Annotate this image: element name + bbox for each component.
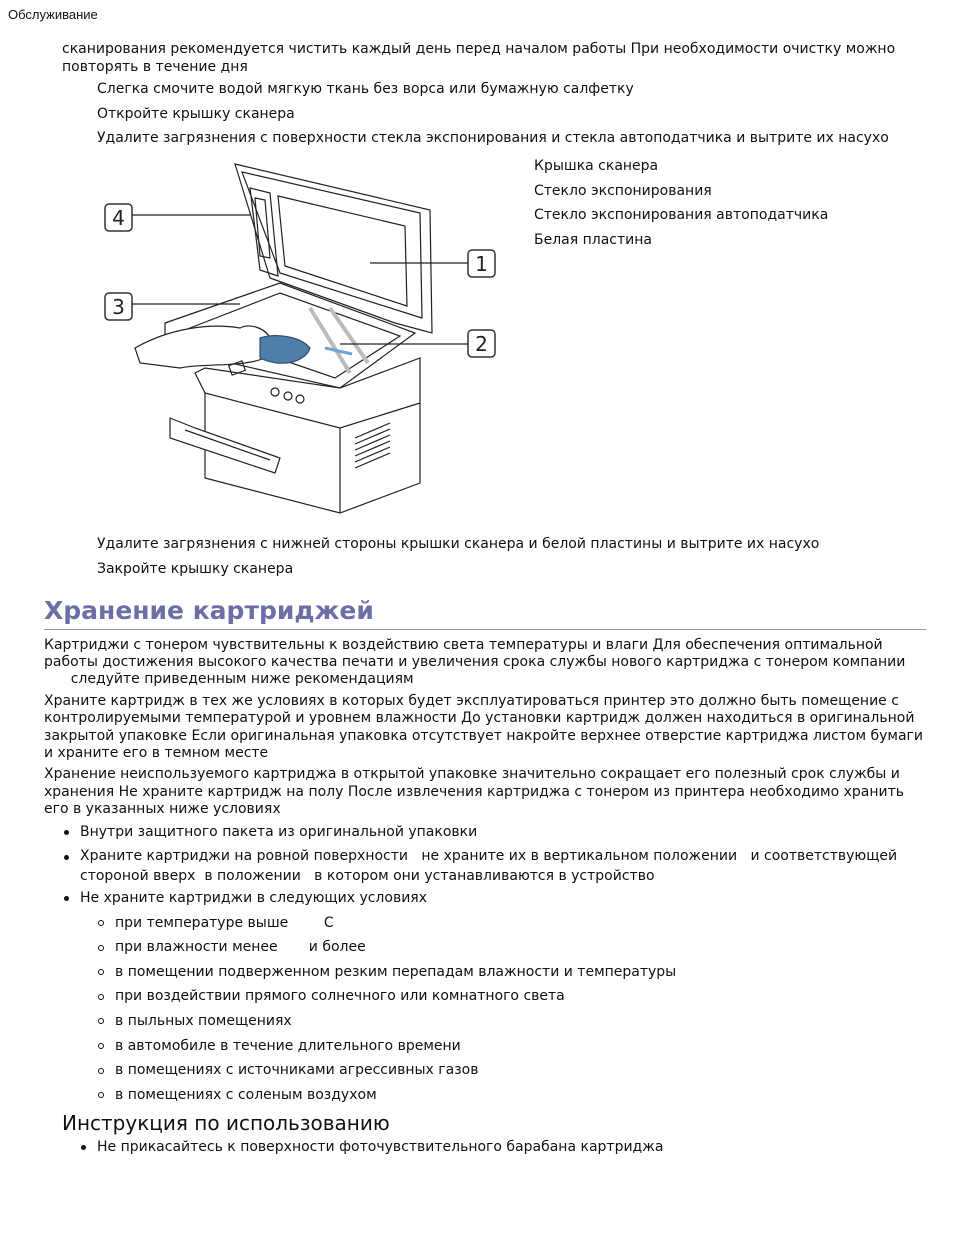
scanner-cleaning-illustration [100,158,505,523]
para-2-line-1: Храните картридж в тех же условиях в которых будет эксплуатироваться принтер это должно быть помещение с [44,693,899,709]
circle-bullet [98,920,104,926]
para-1-line-2: работы достижения высокого качества печати и увеличения срока службы нового картриджа с тонером компании [44,654,906,670]
para-1-line-3: следуйте приведенным ниже рекомендациям [44,671,414,687]
bullet-flat-surface: Храните картриджи на ровной поверхности не храните их в вертикальном положении и соответствующей [80,848,898,864]
bullet-protective-bag: Внутри защитного пакета из оригинальной упаковки [80,824,478,840]
para-2-line-3: закрытой упаковке Если оригинальная упаковка отсутствует накройте верхнее отверстие картриджа листом бумаги [44,728,924,744]
callout-3-label: 3 [112,295,125,319]
para-3-line-2: хранения Не храните картридж на полу После извлечения картриджа с тонером из принтера необходимо хранить [44,784,905,800]
legend-white-plate: Белая пластина [534,232,652,248]
callout-2 [468,330,495,357]
callout-1-label: 1 [475,252,488,276]
intro-line-2: повторять в течение дня [62,59,248,75]
sub-bullet-salt-air: в помещениях с соленым воздухом [115,1087,377,1103]
step-clean-glass: Удалите загрязнения с поверхности стекла экспонирования и стекла автоподатчика и вытрите их насухо [97,130,889,146]
sub-bullet-gases: в помещениях с источниками агрессивных газов [115,1062,479,1078]
step-open-cover: Откройте крышку сканера [97,106,295,122]
legend-adf-glass: Стекло экспонирования автоподатчика [534,207,829,223]
para-3-line-1: Хранение неиспользуемого картриджа в открытой упаковке значительно сокращает его полезный срок службы и [44,766,900,782]
para-2-line-2: контролируемыми температурой и уровнем влажности До установки картридж должен находиться в оригинальной [44,710,915,726]
circle-bullet [98,994,104,1000]
para-3-line-3: его в указанных ниже условиях [44,801,281,817]
bullet-dot [64,896,69,901]
bullet-do-not-store: Не храните картриджи в следующих условиях [80,890,427,906]
legend-scanner-lid: Крышка сканера [534,158,659,174]
callout-3 [105,293,132,320]
sub-bullet-sudden-changes: в помещении подверженном резким перепадам влажности и температуры [115,964,677,980]
section-title: Хранение картриджей [44,596,374,625]
bullet-dot [64,855,69,860]
sub-bullet-temperature: при температуре выше С [115,915,334,931]
circle-bullet [98,1018,104,1024]
circle-bullet [98,969,104,975]
bullet-dot [81,1145,86,1150]
usage-title: Инструкция по использованию [62,1111,390,1135]
circle-bullet [98,1043,104,1049]
page-section-header: Обслуживание [8,7,98,22]
usage-bullet-drum: Не прикасайтесь к поверхности фоточувствительного барабана картриджа [97,1139,664,1155]
step-close-cover: Закройте крышку сканера [97,561,294,577]
callout-4-label: 4 [112,206,125,230]
callout-2-label: 2 [475,332,488,356]
section-divider [44,629,926,630]
legend-scanner-glass: Стекло экспонирования [534,183,712,199]
circle-bullet [98,1068,104,1074]
circle-bullet [98,1092,104,1098]
step-moisten-cloth: Слегка смочите водой мягкую ткань без ворса или бумажную салфетку [97,81,634,97]
sub-bullet-light: при воздействии прямого солнечного или комнатного света [115,988,565,1004]
sub-bullet-dusty: в пыльных помещениях [115,1013,292,1029]
sub-bullet-humidity: при влажности менее и более [115,939,366,955]
callout-1 [468,250,495,277]
bullet-flat-surface-cont: стороной вверх в положении в котором они устанавливаются в устройство [80,868,655,884]
callout-4 [105,204,132,231]
intro-line-1: сканирования рекомендуется чистить каждый день перед началом работы При необходимости очистку можно [62,41,896,57]
para-1-line-1: Картриджи с тонером чувствительны к воздействию света температуры и влаги Для обеспечения оптимальной [44,637,883,653]
sub-bullet-car: в автомобиле в течение длительного времени [115,1038,461,1054]
step-clean-lid-underside: Удалите загрязнения с нижней стороны крышки сканера и белой пластины и вытрите их насухо [97,536,820,552]
bullet-dot [64,830,69,835]
circle-bullet [98,945,104,951]
para-2-line-4: и храните его в темном месте [44,745,269,761]
